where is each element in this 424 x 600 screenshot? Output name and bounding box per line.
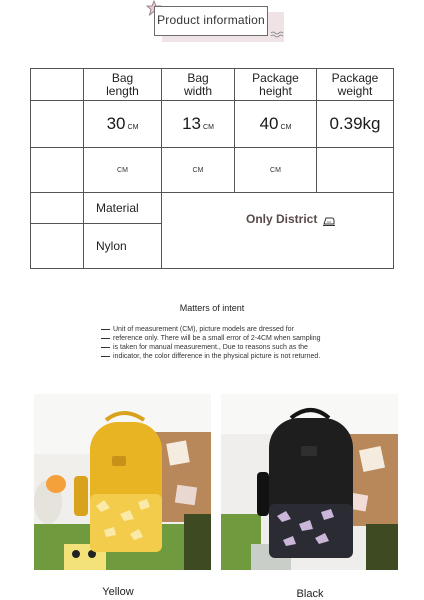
- unit-label: CM: [84, 148, 162, 193]
- notes-text: [101, 325, 361, 361]
- unit-label: CM: [235, 148, 317, 193]
- notes-title: Matters of intent: [179, 303, 245, 313]
- black-backpack-image: [221, 394, 398, 570]
- caption-yellow: Yellow: [102, 586, 134, 598]
- page-title: Product information: [157, 13, 265, 27]
- yellow-backpack-image: [34, 394, 211, 570]
- table-cell-empty: [31, 193, 84, 224]
- material-label: Material: [84, 193, 162, 224]
- table-cell-empty: [317, 148, 394, 193]
- table-row-units: [31, 148, 394, 193]
- material-value: Nylon: [84, 224, 162, 269]
- value-package-weight: 0.39kg: [317, 101, 394, 148]
- value-bag-length: 30 CM: [84, 101, 162, 148]
- caption-black: Black: [296, 588, 324, 600]
- product-photo-black[interactable]: [221, 394, 398, 570]
- note-line: indicator, the color difference in the physical picture is not returned.: [101, 352, 361, 361]
- iron-icon: [322, 215, 336, 227]
- table-cell-empty: [31, 69, 84, 101]
- value-bag-width: 13 CM: [162, 101, 235, 148]
- table-row-values: [31, 101, 394, 148]
- header-bag-length: Bag length: [84, 69, 162, 101]
- product-photo-yellow[interactable]: [34, 394, 211, 570]
- table-cell-empty: [31, 101, 84, 148]
- table-cell-empty: [31, 148, 84, 193]
- header-bag-width: Bag width: [162, 69, 235, 101]
- note-line: reference only. There will be a small error of 2-4CM when sampling: [101, 334, 361, 343]
- product-info-banner: [154, 6, 268, 36]
- unit-label: CM: [162, 148, 235, 193]
- header-package-height: Package height: [235, 69, 317, 101]
- table-cell-empty: [31, 224, 84, 269]
- header-package-weight: Package weight: [317, 69, 394, 101]
- value-package-height: 40 CM: [235, 101, 317, 148]
- wave-decoration-icon: [270, 30, 286, 40]
- brand-name: Only District: [246, 212, 318, 226]
- brand-cell: [162, 193, 394, 269]
- note-line: Unit of measurement (CM), picture models are dressed for: [101, 325, 361, 334]
- table-row-material: [31, 193, 394, 224]
- note-line: is taken for manual measurement., Due to reasons such as the: [101, 343, 361, 352]
- table-header-row: [31, 69, 394, 101]
- spec-table: [30, 68, 394, 269]
